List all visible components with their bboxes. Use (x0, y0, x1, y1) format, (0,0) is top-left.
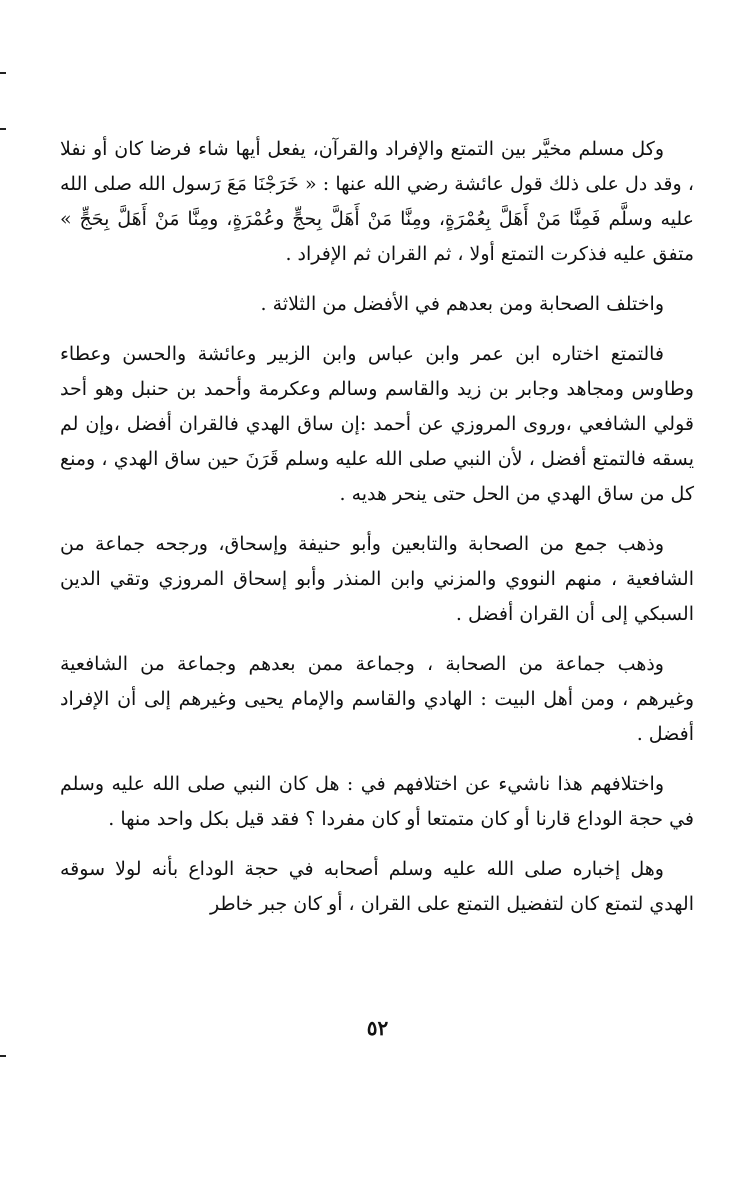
paragraph (60, 527, 694, 632)
paragraph (60, 767, 694, 837)
paragraph (60, 132, 694, 272)
margin-tick-mark (0, 128, 6, 130)
paragraph-text: وهل إخباره صلى الله عليه وسلم أصحابه في حجة الوداع بأنه لولا سوقه الهدي لتمتع كان لتفضيل التمتع على القران ، أو كان جبر خاطر (60, 858, 694, 915)
paragraph-text: وذهب جماعة من الصحابة ، وجماعة ممن بعدهم وجماعة من الشافعية وغيرهم ، ومن أهل البيت : الهادي والقاسم والإمام يحيى وغيرهم إلى أن الإفراد أفضل . (60, 653, 694, 745)
body-text (60, 132, 694, 922)
paragraph (60, 337, 694, 512)
page-number: ٥٢ (366, 1016, 389, 1040)
paragraph-text: فالتمتع اختاره ابن عمر وابن عباس وابن الزبير وعائشة والحسن وعطاء وطاوس ومجاهد وجابر بن زيد والقاسم وسالم وعكرمة وأحمد بن حنبل وهو أحد قولي الشافعي ،وروى المروزي عن أحمد :إن ساق الهدي فالقران أفضل ،وإن لم يسقه فالتمتع أفضل ، لأن النبي صلى الله عليه وسلم قَرَنَ حين ساق الهدي ، ومنع كل من ساق الهدي من الحل حتى ينحر هديه . (60, 343, 694, 505)
paragraph (60, 852, 694, 922)
paragraph (60, 287, 694, 322)
paragraph-text: وذهب جمع من الصحابة والتابعين وأبو حنيفة وإسحاق، ورجحه جماعة من الشافعية ، منهم النووي والمزني وابن المنذر وأبو إسحاق المروزي وتقي الدين السبكي إلى أن القران أفضل . (60, 533, 694, 625)
paragraph (60, 647, 694, 752)
paragraph-text: واختلافهم هذا ناشيء عن اختلافهم في : هل كان النبي صلى الله عليه وسلم في حجة الوداع قارنا أو كان متمتعا أو كان مفردا ؟ فقد قيل بكل واحد منها . (60, 773, 694, 830)
paragraph-text: واختلف الصحابة ومن بعدهم في الأفضل من الثلاثة . (260, 293, 664, 315)
paragraph-text: وكل مسلم مخيَّر بين التمتع والإفراد والقرآن، يفعل أيها شاء فرضا كان أو نفلا ، وقد دل على ذلك قول عائشة رضي الله عنها : « خَرَجْنَا مَعَ رَسول الله صلى الله عليه وسلَّم فَمِنَّا مَنْ أَهَلَّ بِعُمْرَةٍ، ومِنَّا مَنْ أَهَلَّ بِحجٍّ وعُمْرَةٍ، ومِنَّا مَنْ أَهَلَّ بِحَجٍّ » متفق عليه فذكرت التمتع أولا ، ثم القران ثم الإفراد . (60, 138, 694, 265)
margin-tick-mark (0, 1055, 6, 1057)
margin-tick-mark (0, 72, 6, 74)
